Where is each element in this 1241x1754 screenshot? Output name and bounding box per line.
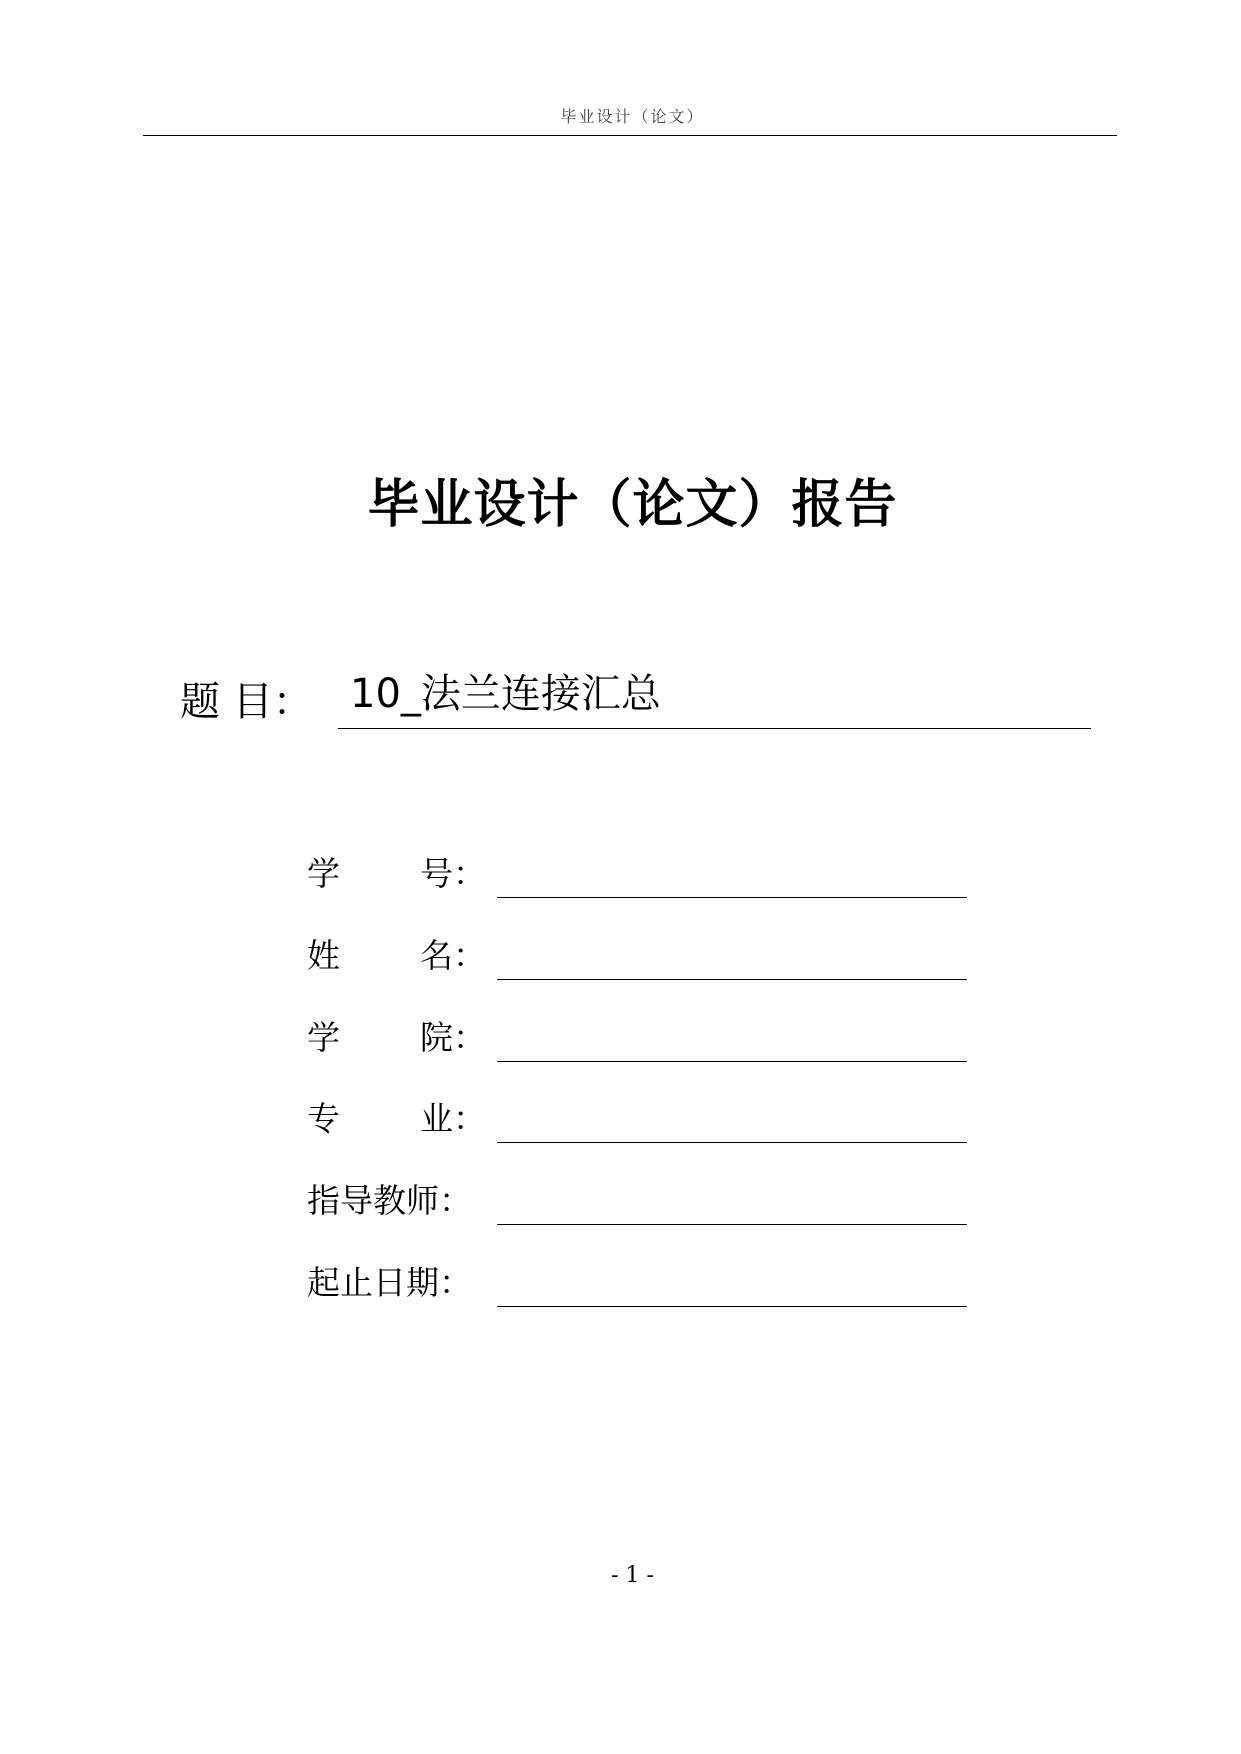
running-header: 毕业设计（论文）: [560, 107, 705, 126]
field-label-char: 名：: [420, 936, 486, 975]
page-title: 毕业设计（论文）报告: [367, 475, 898, 535]
field-underline-major[interactable]: [497, 1142, 967, 1143]
field-label-char: 学: [307, 1018, 340, 1057]
field-date-range: [307, 1257, 967, 1317]
field-underline-advisor[interactable]: [497, 1224, 967, 1225]
field-underline-name[interactable]: [497, 979, 967, 980]
field-underline-date-range[interactable]: [497, 1306, 967, 1307]
field-name: [307, 930, 967, 990]
field-college: [307, 1012, 967, 1072]
field-underline-student-id[interactable]: [497, 897, 967, 898]
field-student-id: [307, 848, 967, 908]
field-label-char: 姓: [307, 936, 340, 975]
header-rule: [143, 135, 1117, 136]
field-label-char: 号：: [420, 854, 486, 893]
field-label-char: 学: [307, 854, 340, 893]
field-label-char: 专: [307, 1099, 340, 1138]
field-label: 指导教师：: [307, 1181, 472, 1220]
field-label-char: 院：: [420, 1018, 486, 1057]
field-underline-college[interactable]: [497, 1061, 967, 1062]
page-number: - 1 -: [611, 1563, 654, 1588]
topic-value: 10_法兰连接汇总: [350, 671, 661, 717]
topic-underline: [338, 728, 1091, 729]
topic-label: 题 目：: [180, 679, 313, 725]
field-label-char: 业：: [420, 1099, 486, 1138]
field-label: 起止日期：: [307, 1263, 472, 1302]
field-major: [307, 1093, 967, 1153]
field-advisor: [307, 1175, 967, 1235]
